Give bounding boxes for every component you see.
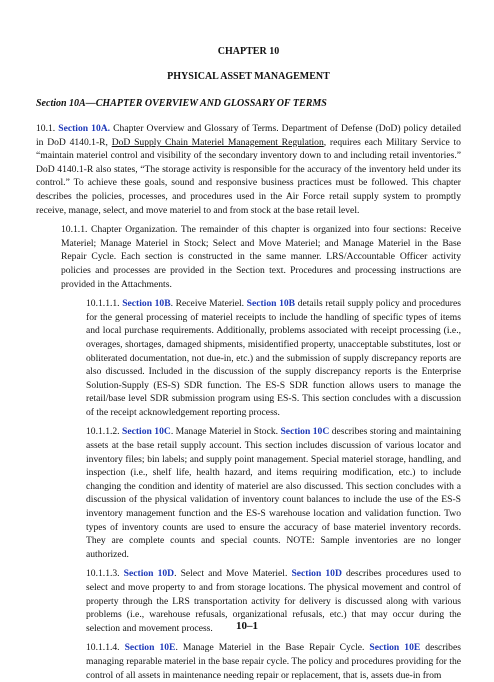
- para-text: describes managing reparable materiel in the base repair cycle. The policy and procedures providing for the control of all assets in maintenance needing repair or replacement, that is, assets due-in from: [86, 642, 461, 681]
- para-text: details retail supply policy and procedures for the general processing of materiel receipts to include the handling of specific types of items and local purchase requirements. Additionally, problems associated with receipt processing (i.e., overages, shortages, damaged shipments, misidentified property, unacceptable substitutes, lost or obliterated documentation, not due-in, etc.) and the submission of supply discrepancy reports are also discussed. Included in the discussion of the supply discrepancy reports is the Enterprise Solution-Supply (ES-S) SDR function. The ES-S SDR function allows users to manage the retail/base level SDR submission program using ES-S. This section concludes with a discussion of the receipt acknowledgement reporting process.: [86, 298, 461, 418]
- para-text: describes procedures used to select and move property to and from storage locations. The physical movement and control of property through the LRS transportation activity for delivery is discussed along with various problems (i.e., warehouse refusals, organizational refusals, etc.) that may occur during the selection and movement process.: [86, 568, 462, 634]
- para-number: 10.1.1.3.: [86, 568, 124, 580]
- para-text: . Manage Materiel in the Base Repair Cycle.: [175, 642, 370, 654]
- section-10b-link[interactable]: Section 10B: [246, 298, 296, 310]
- section-10c-link[interactable]: Section 10C: [280, 426, 330, 438]
- section-10d-link[interactable]: Section 10D: [123, 568, 175, 580]
- paragraph-10-1-1-4: [86, 641, 461, 682]
- section-10d-link[interactable]: Section 10D: [291, 568, 342, 580]
- page-number: 10–1: [236, 620, 258, 632]
- paragraph-10-1-1-2: [86, 425, 461, 561]
- section-10a-link[interactable]: Section 10A.: [58, 123, 111, 134]
- paragraph-10-1-1-1: [86, 297, 461, 419]
- para-text: . Manage Materiel in Stock.: [170, 426, 281, 438]
- para-text: describes storing and maintaining assets at the base retail supply account. This section includes discussion of various locator and inventory files; bin labels; and supply point management. Special materiel storage, handling, and inspection (i.e., shelf life, health hazard, and items requiring modification, etc.) to include changing the condition and identity of materiel are also discussed. This section concludes with a discussion of the physical validation of inventory count balances to include the use of the ES-S inventory management function and the ES-S warehouse location and validation function. Two types of inventory counts are used to ensure the accuracy of base materiel inventory records. They are complete counts and special counts. NOTE: Sample inventories are no longer authorized.: [86, 426, 462, 560]
- chapter-number: CHAPTER 10: [217, 46, 280, 57]
- section-heading: Section 10A—CHAPTER OVERVIEW AND GLOSSARY OF TERMS: [36, 98, 327, 109]
- para-number: 10.1.: [36, 123, 56, 134]
- para-text: Chapter Overview and Glossary of Terms. Department of Defense (DoD) policy detailed in DoD 4140.1-R,: [36, 123, 461, 148]
- section-10e-link[interactable]: Section 10E: [124, 642, 176, 654]
- section-10e-link[interactable]: Section 10E: [369, 642, 421, 654]
- regulation-title: DoD Supply Chain Materiel Management Regulation: [111, 136, 324, 148]
- chapter-title: PHYSICAL ASSET MANAGEMENT: [167, 71, 330, 82]
- para-text: , requires each Military Service to “maintain materiel control and visibility of the secondary inventory down to and including retail inventories.” DoD 4140.1-R also states, “The storage activity is responsible for the accuracy of the inventory held under its control.” To achieve these goals, sound and responsive business practices must be followed. This chapter describes the policies, processes, and procedures used in the Air Force retail supply system to promptly receive, manage, select, and move materiel to and from stock at the base retail level.: [36, 136, 461, 216]
- section-10c-link[interactable]: Section 10C: [122, 426, 171, 438]
- para-text: . Select and Move Materiel.: [174, 568, 292, 580]
- paragraph-10-1-1: [61, 223, 461, 291]
- para-text: . Receive Materiel.: [170, 298, 247, 310]
- para-number: 10.1.1.2.: [86, 426, 123, 438]
- para-number: 10.1.1.1.: [86, 298, 123, 310]
- para-text: 10.1.1. Chapter Organization. The remainder of this chapter is organized into four sections: Receive Materiel; Manage Materiel in Stock; Select and Move Materiel; and Manage Materiel in the Base Repair Cycle. Each section is constructed in the same manner. LRS/Accountable Officer activity policies and processes are provided in the Section text. Procedures and processing instructions are provided in the Attachments.: [61, 224, 461, 290]
- section-10b-link[interactable]: Section 10B: [122, 298, 171, 310]
- para-number: 10.1.1.4.: [86, 642, 125, 654]
- paragraph-10-1: [36, 122, 461, 217]
